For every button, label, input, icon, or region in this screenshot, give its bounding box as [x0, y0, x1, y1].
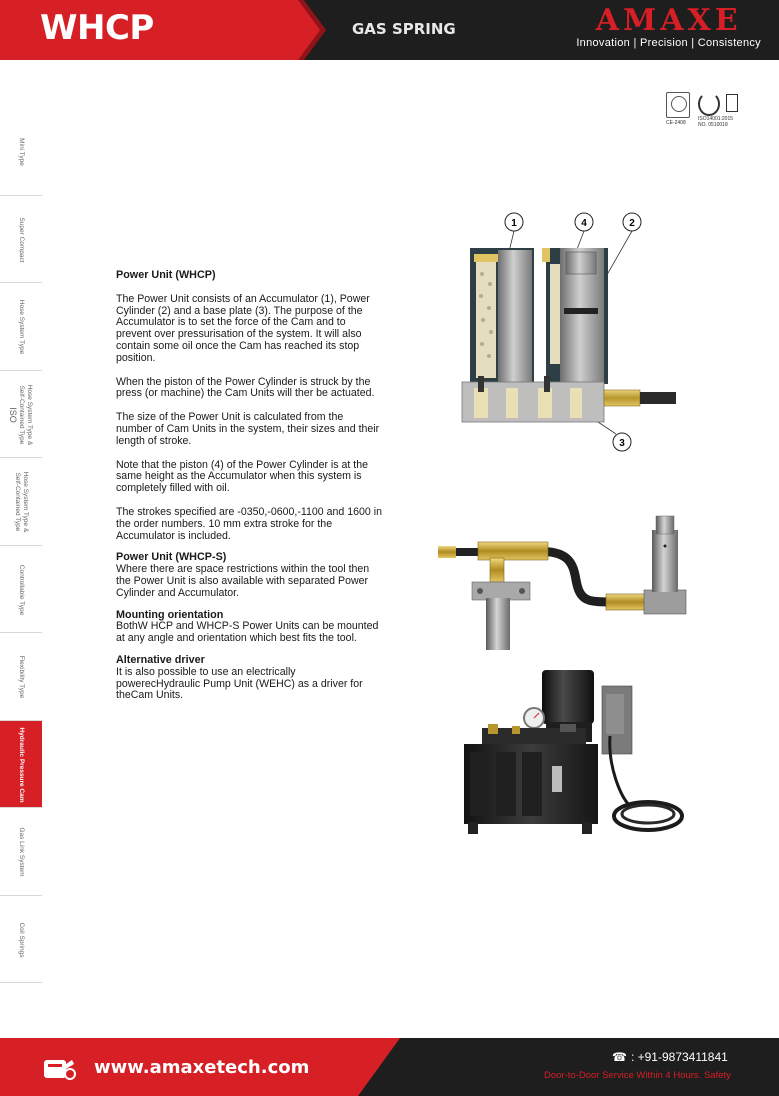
sidebar-item-label: Gas Link System — [18, 827, 25, 877]
sidebar-item-gas-link-system[interactable] — [0, 808, 42, 896]
sidebar-item-label: Controllable Type — [18, 564, 25, 615]
sidebar-item-label: Flexibility Type — [18, 655, 25, 699]
callout-4 — [575, 213, 593, 231]
paragraph-3: The size of the Power Unit is calculated from the number of Cam Units in the system, their sizes and their length of stroke. — [116, 411, 380, 447]
sidebar-item-hose-self-contained-iso[interactable] — [0, 371, 42, 459]
sidebar-item-coil-springs[interactable] — [0, 896, 42, 984]
page-category: GAS SPRING — [352, 20, 456, 38]
sidebar-item-label: Super Compact — [18, 216, 25, 263]
header-bar — [0, 0, 779, 60]
paragraph-mounting: BothW HCP and WHCP-S Power Units can be mounted at any angle and orientation which best fits the tool. — [116, 620, 379, 645]
page-title: WHCP — [40, 8, 154, 48]
certification-mark-icon — [698, 92, 720, 116]
sidebar-item-label-line2: Self-Contained Type — [14, 472, 21, 532]
service-tagline: Door-to-Door Service Within 4 Hours. Safety — [544, 1070, 731, 1081]
sidebar-item-label — [13, 472, 29, 533]
callout-1-label: 1 — [511, 218, 517, 229]
section-heading-power-unit-s: Power Unit (WHCP-S) — [116, 551, 227, 564]
brand-tagline: Innovation | Precision | Consistency — [576, 37, 761, 49]
callout-2 — [623, 213, 641, 231]
category-sidebar — [0, 108, 42, 983]
callout-2-label: 2 — [629, 218, 635, 229]
certification-seal-icon — [666, 92, 690, 118]
sidebar-item-flexibility-type[interactable] — [0, 633, 42, 721]
certification-badges — [664, 92, 744, 130]
sidebar-item-label: Mini Type — [18, 138, 25, 166]
paragraph-alternative-driver: It is also possible to use an electrically powerecHydraulic Pump Unit (WEHC) as a driver for theCam Units. — [116, 665, 363, 702]
callout-3 — [613, 433, 631, 451]
sidebar-item-iso: ISO — [8, 406, 18, 423]
website-link[interactable]: www.amaxetech.com — [94, 1057, 310, 1078]
sidebar-item-mini-type[interactable] — [0, 108, 42, 196]
sidebar-item-hydraulic-pressure-cam[interactable] — [0, 721, 42, 809]
paragraph-2: When the piston of the Power Cylinder is struck by the press (or machine) the Cam Units will ther be actuated. — [116, 375, 375, 400]
section-heading-alternative-driver: Alternative driver — [116, 653, 205, 666]
brand-name: AMAXE — [595, 3, 742, 38]
sidebar-item-label: Hydraulic Pressure Cam — [18, 726, 25, 803]
section-heading-mounting: Mounting orientation — [116, 608, 224, 621]
sidebar-item-hose-self-contained[interactable] — [0, 458, 42, 546]
phone-number — [612, 1050, 728, 1064]
sidebar-item-label: Coil Springs — [18, 921, 25, 958]
sidebar-item-hose-system-type[interactable] — [0, 283, 42, 371]
sidebar-item-label-line2: Self-Contained Type — [18, 385, 25, 444]
callout-3-label: 3 — [619, 438, 625, 449]
sidebar-item-label: Hose System Type — [18, 299, 25, 355]
sidebar-item-controllable-type[interactable] — [0, 546, 42, 634]
sidebar-item-label — [9, 384, 33, 445]
sidebar-item-label-line1: Hose System Type & — [22, 471, 29, 533]
phone-icon: ☎ — [612, 1050, 627, 1064]
phone-number-text: : +91-9873411841 — [630, 1050, 728, 1064]
paragraph-power-unit-s: Where there are space restrictions within the tool then the Power Unit is also available with separated Power Cylinder and Accumulator. — [116, 563, 370, 599]
sidebar-item-super-compact[interactable] — [0, 196, 42, 284]
sidebar-item-label-line1: Hose System Type & — [26, 384, 33, 445]
click-hand-icon — [42, 1054, 78, 1082]
certification-box-icon — [726, 94, 738, 112]
cert-number-2: ISO14001:2015 — [698, 116, 734, 122]
paragraph-5: The strokes specified are -0350,-0600,-1100 and 1600 in the order numbers. 10 mm extra stroke for the Accumulator is included. — [116, 505, 382, 542]
paragraph-4: Note that the piston (4) of the Power Cylinder is at the same height as the Accumulator when this system is completely filled with oil. — [116, 458, 369, 495]
power-unit-separated-diagram — [438, 510, 692, 660]
hydraulic-pump-unit-image — [460, 666, 694, 840]
paragraph-1: The Power Unit consists of an Accumulator (1), Power Cylinder (2) and a base plate (3). The purpose of the Accumulator is to set the force of the Cam and to prevent over pressurisation of the system. It will also contain some oil once the Cam has reached its stop position. — [116, 292, 370, 364]
callout-1 — [505, 213, 523, 231]
power-unit-cross-section-diagram — [458, 204, 688, 456]
section-heading-power-unit: Power Unit (WHCP) — [116, 269, 216, 281]
cert-number-3: NO. 0510018 — [698, 122, 728, 128]
brand-logo — [576, 3, 761, 49]
main-content — [116, 270, 382, 702]
cert-number-1: CE-2408 — [666, 120, 686, 126]
footer-bar — [0, 1038, 779, 1096]
callout-4-label: 4 — [581, 218, 587, 229]
